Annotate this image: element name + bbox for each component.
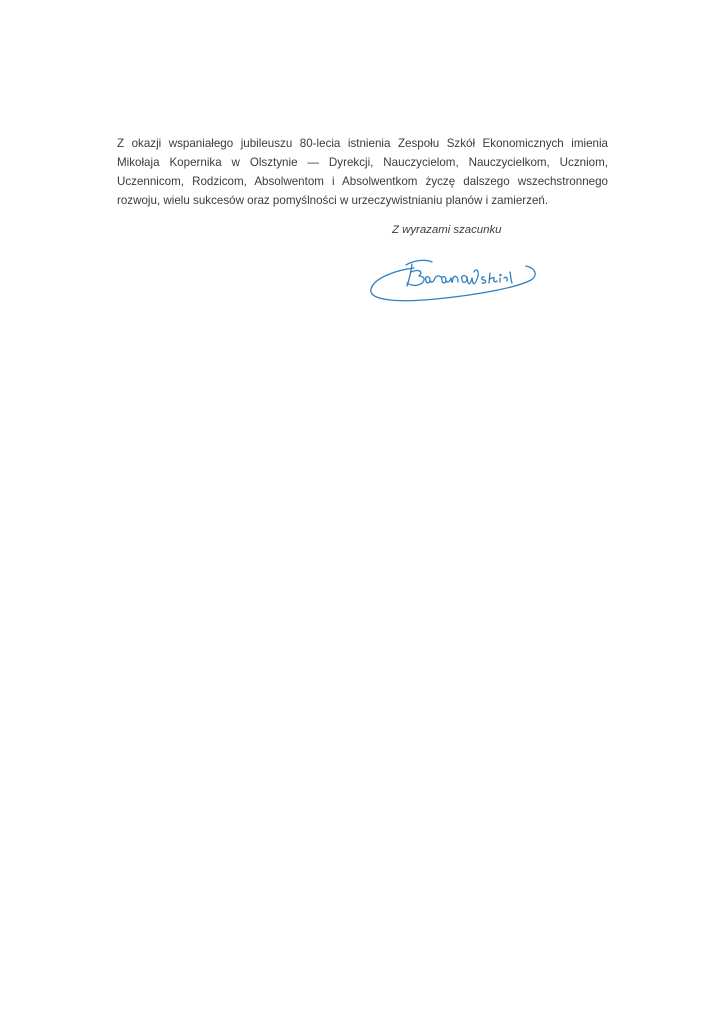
- handwritten-signature: [366, 256, 538, 308]
- letter-body-text: Z okazji wspaniałego jubileuszu 80-lecia istnienia Zespołu Szkół Ekonomicznych imienia Mikołaja Kopernika w Olsztynie — Dyrekcji, Nauczycielom, Nauczycielkom, Uczniom, Uczennicom, Rodzicom, Absolwentom i Absolwentkom życzę dalszego wszechstronnego rozwoju, wielu sukcesów oraz pomyślności w urzeczywistnianiu planów i zamierzeń.: [117, 137, 608, 207]
- closing-phrase: Z wyrazami szacunku: [392, 224, 502, 236]
